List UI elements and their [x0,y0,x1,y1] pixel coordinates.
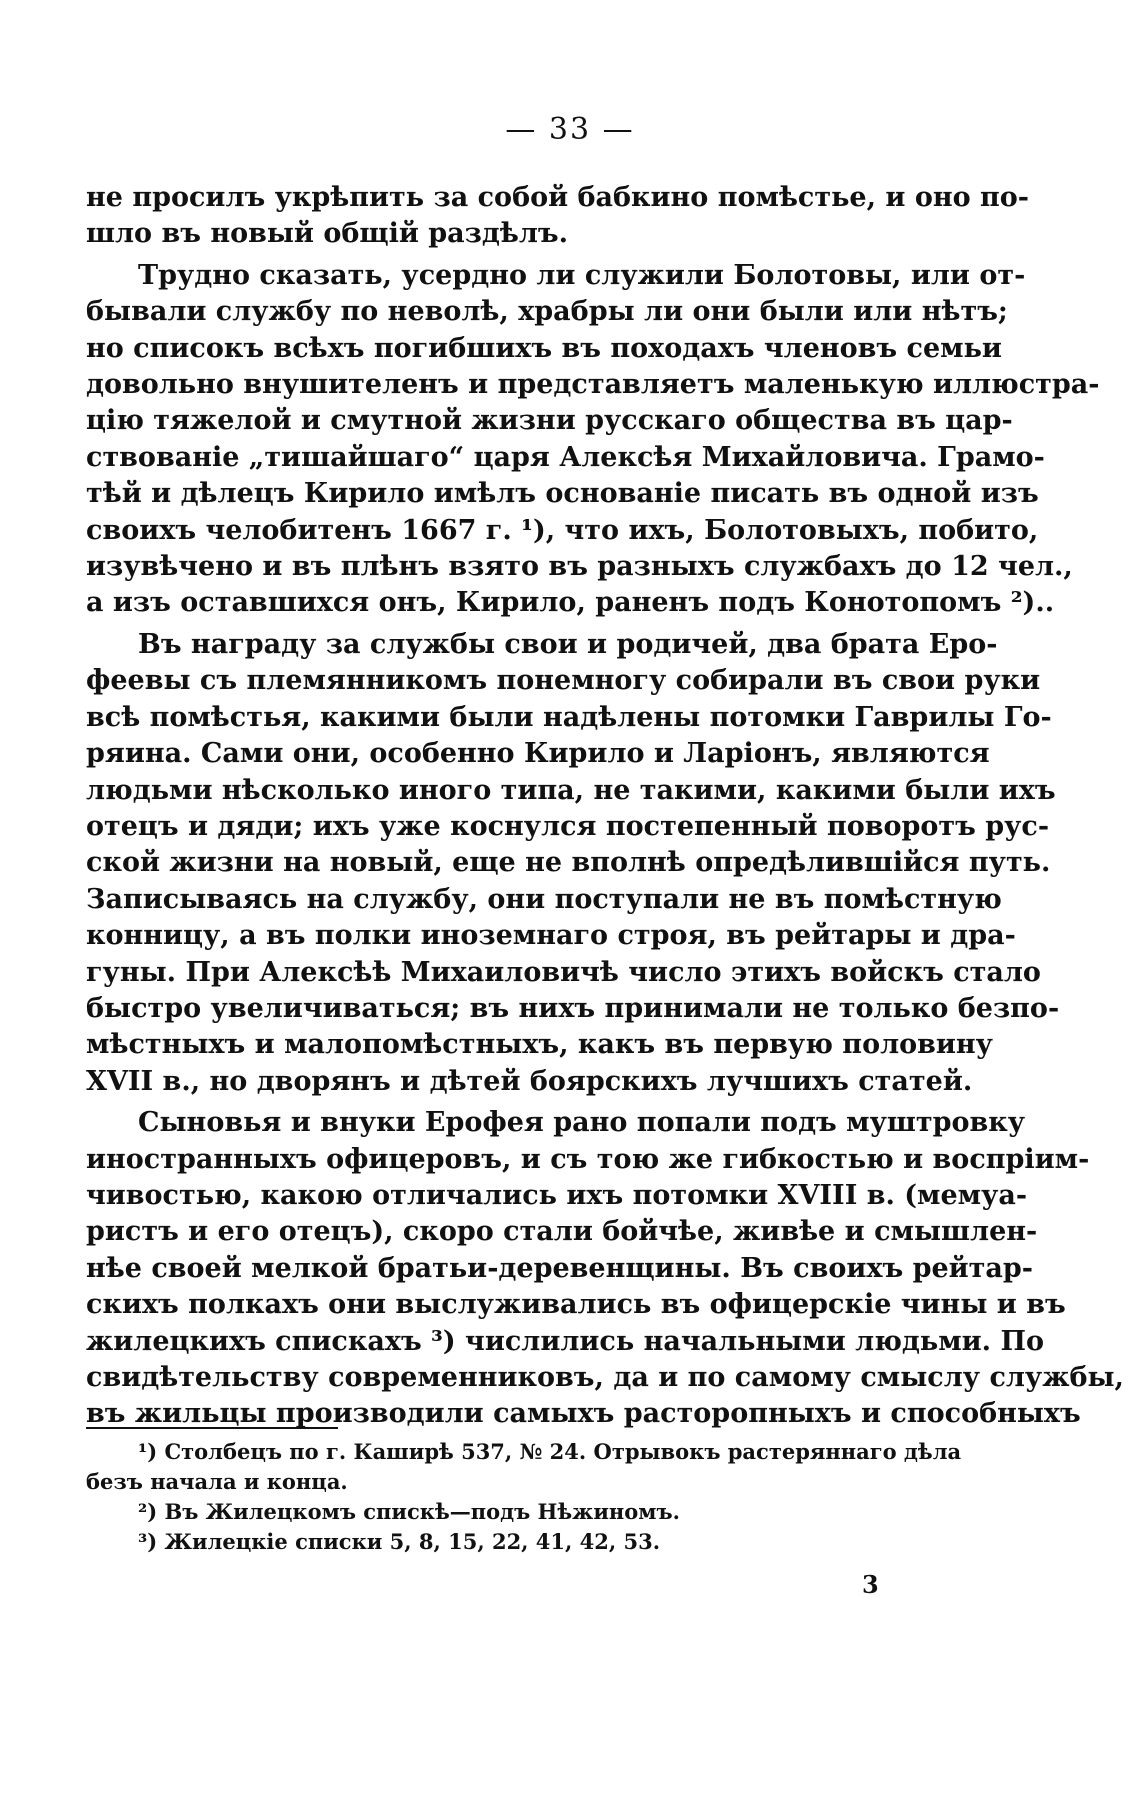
signature-mark: 3 [862,1570,879,1599]
text-line: скихъ полкахъ они выслуживались въ офицерскіе чины и въ [86,1289,1066,1321]
text-line: а изъ оставшихся онъ, Кирило, раненъ подъ Конотопомъ ²).. [86,587,1055,619]
text-line: быстро увеличиваться; въ нихъ принимали не только безпо- [86,992,1060,1024]
text-line: феевы съ племянникомъ понемногу собирали въ свои руки [86,665,1041,697]
text-line: ристъ и его отецъ), скоро стали бойчѣе, живѣе и смышлен- [86,1216,1038,1248]
footnotes [86,1437,962,1557]
text-line: ряина. Сами они, особенно Кирило и Ларіонъ, являются [86,738,990,770]
text-line: ствованіе „тишайшаго“ царя Алексѣя Михайловича. Грамо- [86,441,1045,473]
text-line: отецъ и дяди; ихъ уже коснулся постепенный поворотъ рус- [86,810,1050,842]
footnote-line: ³) Жилецкіе списки 5, 8, 15, 22, 41, 42, 53. [138,1529,661,1554]
text-line: мѣстныхъ и малопомѣстныхъ, какъ въ первую половину [86,1029,993,1061]
text-line: ской жизни на новый, еще не вполнѣ опредѣлившійся путь. [86,847,1051,879]
text-line: тѣй и дѣлецъ Кирило имѣлъ основаніе писать въ одной изъ [86,478,1039,510]
page-number: — 33 — [505,112,635,147]
text-line: свидѣтельству современниковъ, да и по самому смыслу службы, [86,1362,1124,1393]
body-text [86,180,1124,1433]
text-line: не просилъ укрѣпить за собой бабкино помѣстье, и оно по- [86,182,1029,213]
text-line: нѣе своей мелкой братьи-деревенщины. Въ своихъ рейтар- [86,1252,1033,1284]
text-line: шло въ новый общій раздѣлъ. [86,218,569,250]
text-line: но списокъ всѣхъ погибшихъ въ походахъ членовъ семьи [86,332,1002,364]
text-line: бывали службу по неволѣ, храбры ли они были или нѣтъ; [86,296,1008,328]
text-line: довольно внушителенъ и представляетъ маленькую иллюстра- [86,369,1100,401]
text-line: изувѣчено и въ плѣнъ взято въ разныхъ службахъ до 12 чел., [86,551,1073,583]
text-line: чивостью, какою отличались ихъ потомки XVIII в. (мемуа- [86,1179,1028,1211]
text-line: жилецкихъ спискахъ ³) числились начальными людьми. По [86,1325,1044,1357]
text-line: цію тяжелой и смутной жизни русскаго общества въ цар- [86,405,1013,437]
text-line: Записываясь на службу, они поступали не въ помѣстную [86,883,1002,915]
text-line: своихъ челобитенъ 1667 г. ¹), что ихъ, Болотовыхъ, побито, [86,514,1039,546]
footnote-line: ²) Въ Жилецкомъ спискѣ—подъ Нѣжиномъ. [138,1499,680,1524]
text-line: XVII в., но дворянъ и дѣтей боярскихъ лучшихъ статей. [86,1065,973,1097]
footnote-line: ¹) Столбецъ по г. Каширѣ 537, № 24. Отрывокъ растеряннаго дѣла [138,1439,962,1464]
text-line: Сыновья и внуки Ерофея рано попали подъ муштровку [138,1107,1026,1139]
footnote-line: безъ начала и конца. [86,1469,348,1494]
text-line: конницу, а въ полки иноземнаго строя, въ рейтары и дра- [86,920,1016,952]
text-line: въ жильцы производили самыхъ расторопныхъ и способныхъ [86,1398,1081,1430]
text-line: Въ награду за службы свои и родичей, два брата Еро- [138,628,998,660]
text-line: иностранныхъ офицеровъ, и съ тою же гибкостью и воспріим- [86,1143,1090,1175]
text-line: Трудно сказать, усердно ли служили Болотовы, или от- [138,259,1026,291]
text-line: людьми нѣсколько иного типа, не такими, какими были ихъ [86,774,1056,806]
text-line: всѣ помѣстья, какими были надѣлены потомки Гаврилы Го- [86,701,1052,733]
footnote-divider [86,1427,338,1429]
text-line: гуны. При Алексѣѣ Михаиловичѣ число этихъ войскъ стало [86,956,1041,988]
